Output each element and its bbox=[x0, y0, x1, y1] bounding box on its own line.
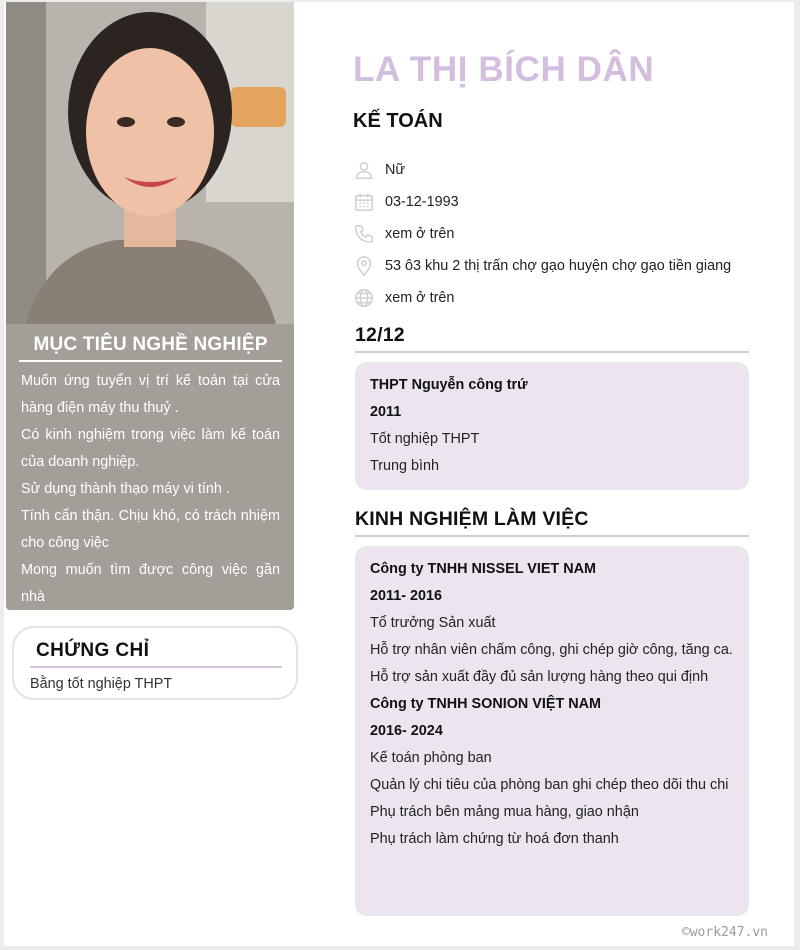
certificate-item: Bằng tốt nghiệp THPT bbox=[30, 676, 173, 692]
certificates-title: CHỨNG CHỈ bbox=[30, 638, 282, 668]
education-grade: Trung bình bbox=[370, 458, 440, 474]
job-detail: Phụ trách làm chứng từ hoá đơn thanh bbox=[370, 831, 619, 847]
job-detail: Tổ trưởng Sản xuất bbox=[370, 615, 496, 631]
objective-line: Có kinh nghiệm trong việc làm kế toán của doanh nghiệp. bbox=[21, 427, 280, 470]
person-icon bbox=[353, 159, 375, 181]
info-address bbox=[353, 250, 753, 282]
job-period: 2016- 2024 bbox=[370, 723, 443, 739]
job-detail: Kế toán phòng ban bbox=[370, 750, 492, 766]
education-box bbox=[355, 362, 749, 490]
website-text: xem ở trên bbox=[385, 290, 455, 306]
job-period: 2011- 2016 bbox=[370, 588, 443, 604]
cv-page bbox=[4, 2, 794, 946]
education-degree: Tốt nghiệp THPT bbox=[370, 431, 480, 447]
job-detail: Quản lý chi tiêu của phòng ban ghi chép theo dõi thu chi bbox=[370, 777, 729, 793]
info-gender bbox=[353, 154, 753, 186]
info-birthdate bbox=[353, 186, 753, 218]
phone-text: xem ở trên bbox=[385, 226, 455, 242]
career-objective-section bbox=[6, 324, 294, 610]
profile-photo bbox=[6, 2, 294, 324]
phone-icon bbox=[353, 223, 375, 245]
contact-info bbox=[353, 154, 753, 314]
company-name: Công ty TNHH SONION VIỆT NAM bbox=[370, 696, 602, 712]
career-objective-title: MỤC TIÊU NGHỀ NGHIỆP bbox=[19, 332, 282, 362]
gender-text: Nữ bbox=[385, 162, 406, 178]
objective-line: Mong muốn tìm được công việc gần nhà bbox=[21, 562, 280, 605]
education-title: 12/12 bbox=[355, 324, 749, 353]
job-detail: Hỗ trợ sản xuất đầy đủ sản lượng hàng theo qui định bbox=[370, 669, 709, 685]
calendar-icon bbox=[353, 191, 375, 213]
watermark: ©work247.vn bbox=[681, 925, 768, 940]
job-detail: Phụ trách bên mảng mua hàng, giao nhận bbox=[370, 804, 639, 820]
objective-line: Tính cẩn thận. Chịu khó, có trách nhiệm cho công việc bbox=[21, 508, 280, 551]
school-name: THPT Nguyễn công trứ bbox=[370, 377, 528, 393]
address-text: 53 ô3 khu 2 thị trấn chợ gạo huyện chợ gạo tiền giang bbox=[385, 258, 732, 274]
job-detail: Hỗ trợ nhân viên chấm công, ghi chép giờ công, tăng ca. bbox=[370, 642, 733, 658]
info-phone bbox=[353, 218, 753, 250]
location-pin-icon bbox=[353, 255, 375, 277]
job-title: KẾ TOÁN bbox=[353, 110, 443, 132]
education-year: 2011 bbox=[370, 404, 402, 420]
candidate-name: LA THỊ BÍCH DÂN bbox=[353, 50, 655, 89]
objective-line: Sử dụng thành thạo máy vi tính . bbox=[21, 481, 230, 497]
globe-icon bbox=[353, 287, 375, 309]
birthdate-text: 03-12-1993 bbox=[385, 194, 459, 210]
experience-box bbox=[355, 546, 749, 916]
experience-title: KINH NGHIỆM LÀM VIỆC bbox=[355, 508, 749, 537]
company-name: Công ty TNHH NISSEL VIET NAM bbox=[370, 561, 596, 577]
info-website bbox=[353, 282, 753, 314]
certificates-section bbox=[12, 626, 298, 700]
objective-line: Muốn ứng tuyển vị trí kế toán tại cửa hàng điện máy thu thuỷ . bbox=[21, 373, 280, 416]
